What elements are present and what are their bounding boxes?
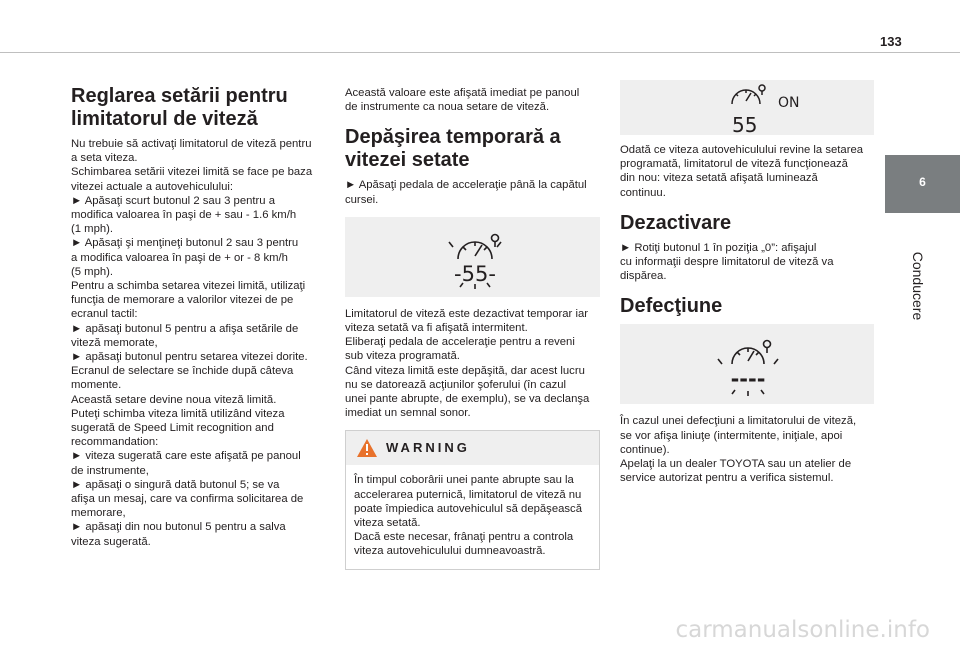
text-line: În cazul unei defecţiuni a limitatorului de viteză,: [620, 415, 857, 428]
text-line: continuu.: [620, 186, 666, 199]
text-line: Schimbarea setării vitezei limită se face pe baza: [71, 166, 313, 179]
text-line: modifica valoarea în paşi de + sau - 1.6 km/h: [71, 209, 297, 222]
text-line: ► apăsaţi butonul pentru setarea vitezei dorite.: [71, 351, 308, 364]
text-line: În timpul coborârii unei pante abrupte sau la: [354, 474, 574, 487]
speedometer-fault-icon: [620, 324, 874, 404]
warning-body: [346, 465, 599, 568]
setting-text: [71, 137, 329, 549]
text-line: (1 mph).: [71, 223, 114, 236]
text-line: a modifica valoarea în paşi de + or - 8 km/h: [71, 251, 288, 264]
column-3: [620, 80, 874, 485]
text-line: ► viteza sugerată care este afişată pe panoul: [71, 450, 301, 463]
text-line: Această setare devine noua viteză limită.: [71, 393, 277, 406]
text-line: imediat un semnal sonor.: [345, 407, 471, 420]
text-line: service autorizat pentru a verifica sistemul.: [620, 472, 834, 485]
text-line: ► Apăsaţi scurt butonul 2 sau 3 pentru a: [71, 194, 275, 207]
text-line: viteză memorate,: [71, 336, 158, 349]
text-line: momente.: [71, 379, 122, 392]
text-line: a seta viteza.: [71, 152, 138, 165]
section-title-exceed: Depăşirea temporară a vitezei setate: [345, 126, 561, 172]
chapter-number: 6: [919, 175, 926, 189]
warning-header: [346, 431, 599, 465]
section-title-setting: Reglarea setării pentru limitatorul de viteză: [71, 85, 288, 130]
text-line: ► Apăsaţi pedala de acceleraţie până la capătul: [345, 179, 587, 192]
column-1: [71, 85, 329, 549]
text-line: viteza sugerată.: [71, 535, 151, 548]
on-label: ON: [778, 95, 800, 111]
chapter-label: Conducere: [910, 251, 926, 321]
resume-text: [620, 143, 874, 200]
text-line: (5 mph).: [71, 265, 114, 278]
text-line: Nu trebuie să activaţi limitatorul de viteză pentru: [71, 138, 312, 150]
speedometer-flashing-icon: [345, 217, 600, 297]
text-line: ► apăsaţi din nou butonul 5 pentru a salva: [71, 521, 286, 534]
section-title-fault: Defecţiune: [620, 295, 723, 318]
watermark: carmanualsonline.info: [675, 617, 930, 643]
text-line: unei pante abrupte, de exemplu), se va declanşa: [345, 393, 590, 406]
warning-triangle-icon: [356, 438, 378, 458]
text-line: recommandation:: [71, 436, 159, 449]
speedometer-on-icon: [620, 80, 874, 135]
text-line: viteza setată va fi afişată intermitent.: [345, 322, 528, 335]
text-line: Limitatorul de viteză este dezactivat temporar iar: [345, 307, 588, 320]
text-line: viteza autovehiculului dumneavoastră.: [354, 545, 546, 558]
text-line: ► apăsaţi butonul 5 pentru a afişa setările de: [71, 322, 299, 335]
text-line: Dacă este necesar, frânaţi pentru a controla: [354, 531, 574, 544]
text-line: de instrumente,: [71, 464, 149, 477]
text-line: afişa un mesaj, care va confirma solicitarea de: [71, 493, 304, 506]
text-line: ► apăsaţi o singură dată butonul 5; se va: [71, 478, 280, 491]
speed-digits: 55: [732, 113, 758, 135]
fault-figure: [620, 324, 874, 404]
text-line: din nou: viteza setată afişată luminează: [620, 172, 818, 185]
section-title-deactivation: Dezactivare: [620, 211, 732, 234]
page-number: 133: [880, 34, 902, 49]
exceed-text: [345, 307, 600, 421]
text-line: accelerarea puternică, limitatorul de viteză nu: [354, 488, 582, 501]
text-line: ecranul tactil:: [71, 308, 138, 321]
column-2: [345, 86, 600, 570]
text-line: nu se datorează acţiunilor şoferului (în cazul: [345, 378, 567, 391]
warning-title: WARNING: [386, 440, 470, 456]
text-line: Pentru a schimba setarea vitezei limită, utilizaţi: [71, 280, 306, 293]
text-line: cursei.: [345, 193, 379, 206]
text-line: Apelaţi la un dealer TOYOTA sau un atelier de: [620, 458, 852, 471]
warning-box: [345, 430, 600, 569]
text-line: continue).: [620, 443, 670, 456]
text-line: cu informaţii despre limitatorul de viteză va: [620, 256, 834, 269]
text-line: sugerată de Speed Limit recognition and: [71, 422, 274, 435]
fault-text: [620, 414, 874, 485]
text-line: vitezei actuale a autovehiculului:: [71, 180, 234, 193]
text-line: Eliberaţi pedala de acceleraţie pentru a reveni: [345, 336, 575, 349]
text-line: Ecranul de selectare se închide după câteva: [71, 365, 294, 378]
text-line: viteza setată.: [354, 517, 421, 530]
header-rule: [0, 52, 960, 53]
text-line: Puteţi schimba viteza limită utilizând viteza: [71, 407, 285, 420]
fault-dashes: ----: [730, 367, 766, 392]
flashing-speed-figure: [345, 217, 600, 297]
text-line: programată, limitatorul de viteză funcţionează: [620, 158, 848, 171]
text-line: dispărea.: [620, 270, 667, 283]
text-line: sub viteza programată.: [345, 350, 460, 363]
speed-digits: -55-: [454, 261, 496, 286]
text-line: Odată ce viteza autovehiculului revine la setarea: [620, 144, 864, 156]
text-line: de instrumente ca noua setare de viteză.: [345, 101, 550, 114]
limiter-on-figure: [620, 80, 874, 135]
text-line: se vor afişa liniuţe (intermitente, iniţiale, apoi: [620, 429, 843, 442]
text-line: poate împiedica autovehiculul să depăşească: [354, 502, 582, 515]
text-line: Când viteza limită este depăşită, dar acest lucru: [345, 364, 585, 377]
text-line: funcţia de memorare a valorilor vitezei de pe: [71, 294, 294, 307]
text-line: ► Rotiţi butonul 1 în poziţia „0”: afişajul: [620, 241, 817, 254]
text-line: Această valoare este afişată imediat pe panoul: [345, 87, 580, 99]
text-line: memorare,: [71, 507, 126, 520]
text-line: ► Apăsaţi şi menţineţi butonul 2 sau 3 pentru: [71, 237, 299, 250]
chapter-tab[interactable]: [885, 155, 960, 213]
